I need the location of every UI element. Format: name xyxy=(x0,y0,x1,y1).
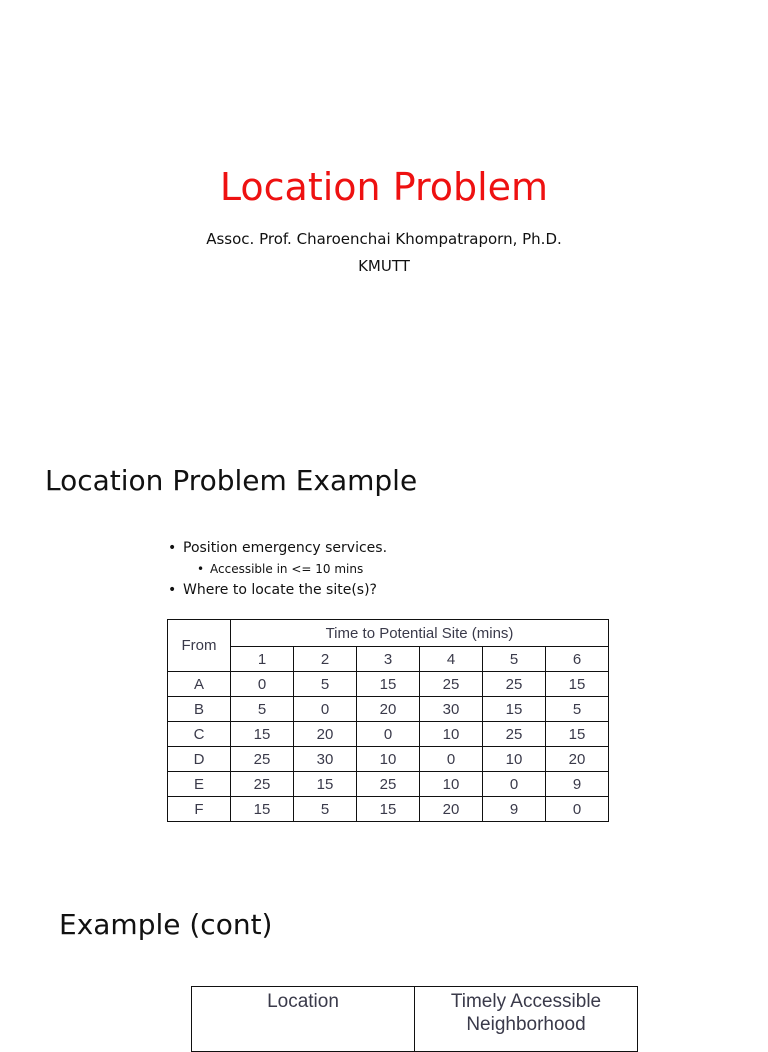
group-header: Time to Potential Site (mins) xyxy=(231,620,609,647)
table-cell: 30 xyxy=(420,697,483,722)
table-cell: 20 xyxy=(294,722,357,747)
bullet-item: • Position emergency services. xyxy=(168,537,387,559)
column-header: 6 xyxy=(546,647,609,672)
table-cell: 10 xyxy=(483,747,546,772)
table-cell: 9 xyxy=(546,772,609,797)
table-row xyxy=(168,797,609,822)
column-header-neighborhood: Timely Accessible Neighborhood xyxy=(415,987,638,1052)
table-cell: 15 xyxy=(294,772,357,797)
section-title-example: Location Problem Example xyxy=(45,464,418,497)
row-label: D xyxy=(168,747,231,772)
table-row xyxy=(168,747,609,772)
column-header: 4 xyxy=(420,647,483,672)
table-cell: 15 xyxy=(483,697,546,722)
table-cell: 25 xyxy=(420,672,483,697)
institution-line: KMUTT xyxy=(358,257,410,275)
table-cell: 10 xyxy=(420,772,483,797)
sub-bullet-item: • Accessible in <= 10 mins xyxy=(197,559,387,579)
row-label: E xyxy=(168,772,231,797)
bullet-list xyxy=(168,537,387,601)
row-label: B xyxy=(168,697,231,722)
table-cell: 10 xyxy=(420,722,483,747)
table-cell: 0 xyxy=(231,672,294,697)
table-cell: 15 xyxy=(546,672,609,697)
author-line: Assoc. Prof. Charoenchai Khompatraporn, Ph.D. xyxy=(206,230,562,248)
table-cell: 5 xyxy=(294,672,357,697)
accessibility-table xyxy=(191,986,638,1052)
table-cell: 20 xyxy=(357,697,420,722)
row-label: C xyxy=(168,722,231,747)
column-header: 5 xyxy=(483,647,546,672)
table-row xyxy=(168,772,609,797)
row-label: F xyxy=(168,797,231,822)
table-cell: 25 xyxy=(483,672,546,697)
table-row xyxy=(168,697,609,722)
row-header-from: From xyxy=(168,620,231,672)
table-cell: 5 xyxy=(294,797,357,822)
slide-title: Location Problem xyxy=(219,165,549,209)
table-cell: 0 xyxy=(483,772,546,797)
table-cell: 10 xyxy=(357,747,420,772)
table-cell: 15 xyxy=(231,797,294,822)
table-cell: 15 xyxy=(231,722,294,747)
table-cell: 0 xyxy=(357,722,420,747)
table-cell: 5 xyxy=(546,697,609,722)
table-cell: 25 xyxy=(483,722,546,747)
table-cell: 15 xyxy=(357,672,420,697)
travel-time-table xyxy=(167,619,609,822)
table-cell: 20 xyxy=(546,747,609,772)
column-header: 1 xyxy=(231,647,294,672)
table-cell: 0 xyxy=(294,697,357,722)
column-header: 3 xyxy=(357,647,420,672)
column-header: 2 xyxy=(294,647,357,672)
table-row xyxy=(168,672,609,697)
table-row xyxy=(168,722,609,747)
section-title-example-cont: Example (cont) xyxy=(59,908,273,941)
table-cell: 0 xyxy=(420,747,483,772)
table-cell: 15 xyxy=(357,797,420,822)
table-cell: 25 xyxy=(357,772,420,797)
table-cell: 15 xyxy=(546,722,609,747)
column-header-location: Location xyxy=(192,987,415,1052)
table-cell: 9 xyxy=(483,797,546,822)
row-label: A xyxy=(168,672,231,697)
table-cell: 0 xyxy=(546,797,609,822)
table-cell: 5 xyxy=(231,697,294,722)
table-cell: 25 xyxy=(231,747,294,772)
table-cell: 20 xyxy=(420,797,483,822)
table-cell: 25 xyxy=(231,772,294,797)
table-cell: 30 xyxy=(294,747,357,772)
bullet-item: • Where to locate the site(s)? xyxy=(168,579,387,601)
